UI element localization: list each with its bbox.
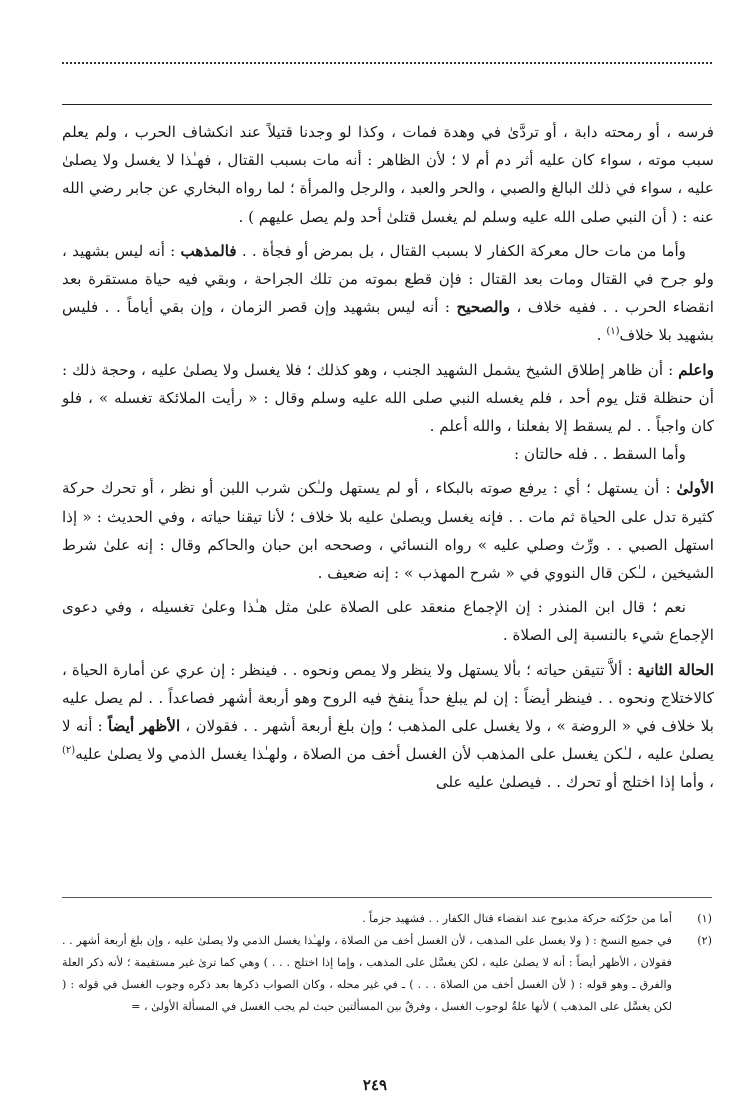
- paragraph-4: [62, 440, 714, 468]
- p2-keyword-sahih: والصحيح: [456, 298, 511, 317]
- header-rule: [62, 104, 712, 105]
- footnote-1-number: (١): [697, 912, 712, 925]
- footnote-ref-1[interactable]: (١): [606, 326, 620, 338]
- p7-text-e: ، وأما إذا اختلج أو تحرك . . فيصلىٰ عليه على: [435, 773, 714, 792]
- page-number: ٢٤٩: [362, 1076, 388, 1094]
- p6-keyword-naam: نعم: [664, 598, 686, 617]
- p7-keyword-second-case: الحالة الثانية: [637, 660, 714, 679]
- footnote-separator: [62, 897, 712, 898]
- p5-text: : أن يستهل ؛ أي : يرفع صوته بالبكاء ، أو لم يستهل ولـٰكن شرب اللبن أو نظر ، أو تحرك حركة كثيرة تدل على الحياة ثم مات . . فإنه يغسل ويصلىٰ عليه بلا خلاف ؛ لأنا تيقنا حياته ، وفي الحديث : « إذا استهل الصبي . . ورِّث وصلي عليه » رواه النسائي ، وصححه ابن حبان والحاكم وقال : إنه علىٰ شرط الشيخين ، لـٰكن قال النووي في « شرح المهذب » : إنه ضعيف .: [62, 479, 714, 583]
- footnotes: [62, 908, 712, 1018]
- p7-text-b: : ألاَّ تتيقن حياته ؛ بألا يستهل ولا ينظر ولا يمص ونحوه . . فينظر : إن عري عن أمارة الحياة ، كالاختلاج ونحوه . . فينظر أيضاً : إن لم يبلغ حداً ينفخ فيه الروح وهو أربعة أشهر فصاعداً . . لم يصل عليه بلا خلاف في « الروضة » ، ولا يغسل على المذهب ؛ وإن بلغ أربعة أشهر . . فقولان ،: [62, 660, 715, 736]
- p5-keyword-first: الأولىٰ: [676, 479, 715, 498]
- p3-text: : أن ظاهر إطلاق الشيخ يشمل الشهيد الجنب ، وهو كذلك ؛ فلا يغسل ولا يصلىٰ عليه ، وحجة ذلك : أن حنظلة قتل يوم أحد ، فلم يغسله النبي صلى الله عليه وسلم وقال : « رأيت الملائكة تغسله » ، فلو كان واجباً . . لم يسقط إلا بفعلنا ، والله أعلم .: [62, 360, 714, 436]
- paragraph-1: [62, 118, 714, 231]
- footnote-2: [62, 930, 712, 1018]
- p4-text: وأما السقط . . فله حالتان :: [514, 445, 686, 464]
- p7-keyword-azhar: الأظهر أيضاً: [107, 717, 181, 736]
- header-dotted-line: [62, 62, 712, 64]
- p2-keyword-madhab: فالمذهب: [180, 241, 237, 260]
- footnote-2-number: (٢): [697, 934, 712, 947]
- footnote-2-text: في جميع النسخ : ( ولا يغسل على المذهب ، لأن الغسل أخف من الصلاة ، ولهـٰذا يغسل الذمي ولا يصلىٰ عليه ، وإن بلغ أربعة أشهر . . فقولان ، الأظهر أيضاً : أنه لا يصلىٰ عليه ، لكن يغسَّل على المذهب ، وإما إذا اختلج . . . ) وهي كما ترىٰ غير مستقيمة ؛ لأنه ذكر العلة والفرق ـ وهو قوله : ( لأن الغسل أخف من الصلاة . . . ) ـ في غير محله ، وكان الصواب ذكرها بعد ذكره وجوب الغسل في قوله : ( لكن يغسَّل على المذهب ) لأنها علةٌ لوجوب الغسل ، وفرقٌ بين المسألتين حيث لم يجب الغسل في المسألة الأولىٰ ، =: [62, 934, 672, 1013]
- paragraph-6: [62, 593, 714, 649]
- main-text: [62, 118, 714, 797]
- paragraph-7: [62, 656, 714, 797]
- p3-keyword-waalam: واعلم: [678, 360, 714, 379]
- p7-text-d: : أنه لا يصلىٰ عليه ، لـٰكن يغسل على المذهب لأن الغسل أخف من الصلاة ، ولهـٰذا يغسل الذمي ولا يصلىٰ عليه: [62, 717, 714, 764]
- footnote-ref-2[interactable]: (٢): [62, 745, 76, 757]
- p6-text: ؛ قال ابن المنذر : إن الإجماع منعقد على الصلاة علىٰ مثل هـٰذا وعلىٰ تغسيله ، وفي دعوى الإجماع شيء بالنسبة إلى الصلاة .: [62, 598, 714, 645]
- footnote-1: [62, 908, 712, 930]
- paragraph-2: وأما من مات حال معركة الكفار لا بسبب القتال ، بل بمرض أو فجأة . . فالمذهب : أنه ليس بشهيد ، ولو جرح في القتال ومات بعد القتال : فإن قطع بموته من تلك الجراحة ، وبقي فيه حياة مستقرة بعد انقضاء الحرب . . ففيه خلاف ، والصحيح : أنه ليس بشهيد وإن قصر الزمان ، وإن بقي أياماً . . فليس بشهيد بلا خلاف$^{(١)}$ .: [62, 241, 714, 345]
- paragraph-3: [62, 356, 714, 441]
- paragraph-1-text: فرسه ، أو رمحته دابة ، أو تردَّىٰ في وهدة فمات ، وكذا لو وجدنا قتيلاً عند انكشاف الحرب ، ولم يعلم سبب موته ، سواء كان عليه أثر دم أم لا ؛ لأن الظاهر : أنه مات بسبب القتال ، فهـٰذا لا يغسل ولا يصلىٰ عليه ، سواء في ذلك البالغ والصبي ، والحر والعبد ، والرجل والمرأة ؛ لما رواه البخاري عن جابر رضي الله عنه : ( أن النبي صلى الله عليه وسلم لم يغسل قتلىٰ أحد ولم يصل عليهم ) .: [62, 123, 714, 226]
- p2-text-e: : أنه ليس بشهيد وإن قصر الزمان ، وإن بقي أياماً . . فليس بشهيد بلا خلاف: [62, 298, 714, 345]
- p2-text-c: : أنه ليس بشهيد ، ولو جرح في القتال ومات بعد القتال : فإن قطع بموته من تلك الجراحة ، وبقي فيه حياة مستقرة بعد انقضاء الحرب . . ففيه خلاف ،: [62, 241, 714, 317]
- p2-text-a: وأما من مات حال معركة الكفار لا بسبب القتال ، بل بمرض أو فجأة . .: [241, 241, 687, 260]
- footnote-1-text: أما من حرّكته حركة مذبوح عند انقضاء قتال الكفار . . فشهيد جزماً .: [362, 912, 672, 925]
- paragraph-5: [62, 474, 714, 587]
